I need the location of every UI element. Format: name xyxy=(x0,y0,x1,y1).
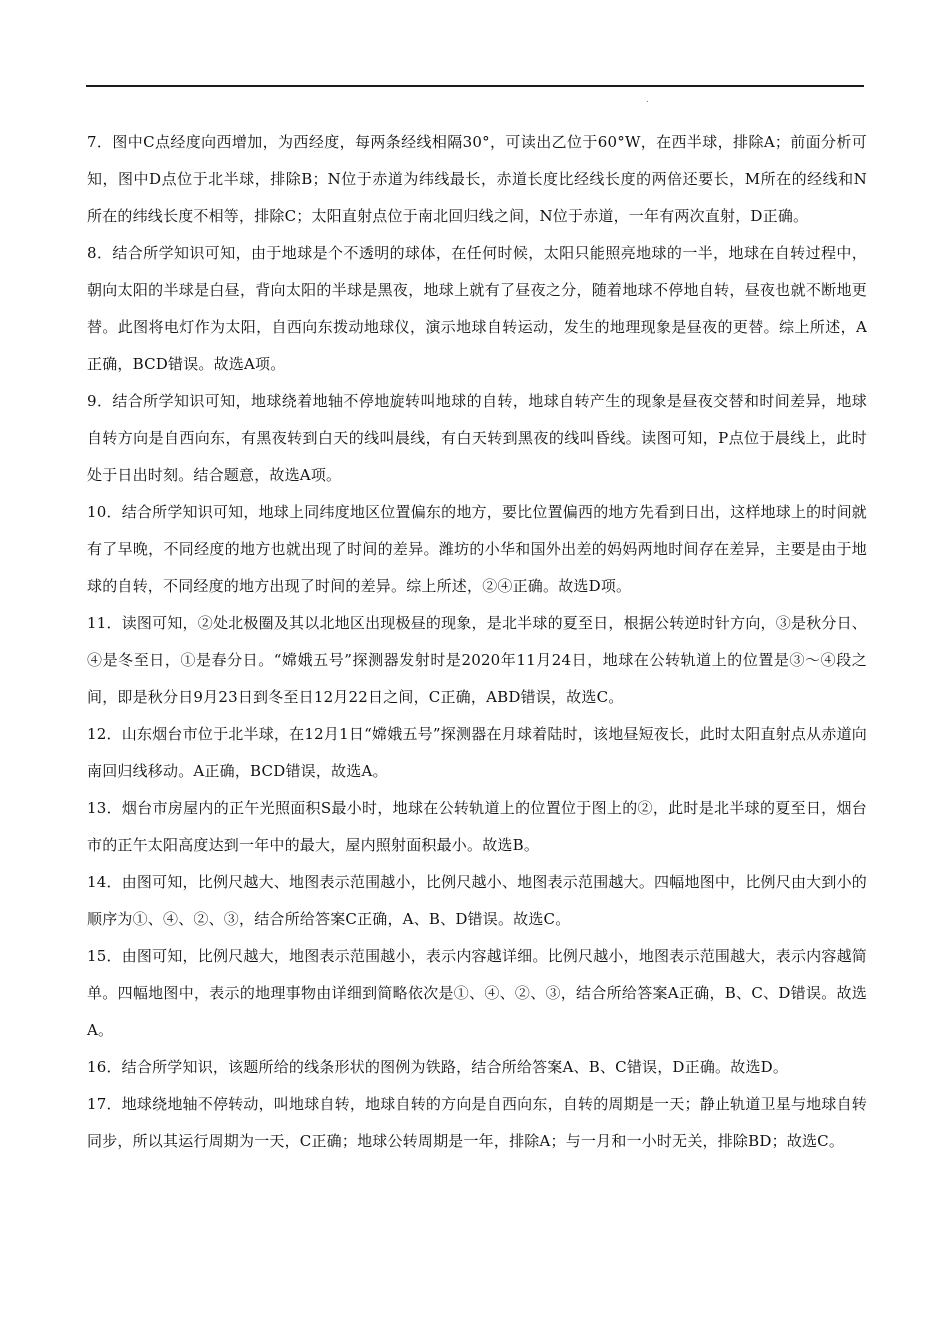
explanation-7: 7．图中C点经度向西增加，为西经度，每两条经线相隔30°，可读出乙位于60°W，在西半球，排除A；前面分析可知，图中D点位于北半球，排除B；N位于赤道为纬线最长，赤道长度比经线长度的两倍还要长，M所在的经线和N所在的纬线长度不相等，排除C；太阳直射点位于南北回归线之间，N位于赤道，一年有两次直射，D正确。 xyxy=(87,133,867,225)
explanation-15: 15．由图可知，比例尺越大，地图表示范围越小，表示内容越详细。比例尺越小，地图表示范围越大，表示内容越简单。四幅地图中，表示的地理事物由详细到简略依次是①、④、②、③，结合所给答案A正确，B、C、D错误。故选A。 xyxy=(87,947,867,1039)
answer-explanations xyxy=(87,124,867,1160)
explanation-12: 12．山东烟台市位于北半球，在12月1日“嫦娥五号”探测器在月球着陆时，该地昼短夜长，此时太阳直射点从赤道向南回归线移动。A正确，BCD错误，故选A。 xyxy=(87,725,867,780)
explanation-16: 16．结合所学知识，该题所给的线条形状的图例为铁路，结合所给答案A、B、C错误，D正确。故选D。 xyxy=(87,1058,789,1076)
explanation-9: 9．结合所学知识可知，地球绕着地轴不停地旋转叫地球的自转，地球自转产生的现象是昼夜交替和时间差异，地球自转方向是自西向东，有黑夜转到白天的线叫晨线，有白天转到黑夜的线叫昏线。读图可知，P点位于晨线上，此时处于日出时刻。结合题意，故选A项。 xyxy=(87,392,867,484)
explanation-11: 11．读图可知，②处北极圈及其以北地区出现极昼的现象，是北半球的夏至日，根据公转逆时针方向，③是秋分日、④是冬至日，①是春分日。“嫦娥五号”探测器发射时是2020年11月24日，地球在公转轨道上的位置是③～④段之间，即是秋分日9月23日到冬至日12月22日之间，C正确，ABD错误，故选C。 xyxy=(87,614,867,706)
explanation-8: 8．结合所学知识可知，由于地球是个不透明的球体，在任何时候，太阳只能照亮地球的一半，地球在自转过程中，朝向太阳的半球是白昼，背向太阳的半球是黑夜，地球上就有了昼夜之分，随着地球不停地自转，昼夜也就不断地更替。此图将电灯作为太阳，自西向东拨动地球仪，演示地球自转运动，发生的地理现象是昼夜的更替。综上所述，A正确，BCD错误。故选A项。 xyxy=(87,244,867,373)
explanation-13: 13．烟台市房屋内的正午光照面积S最小时，地球在公转轨道上的位置位于图上的②，此时是北半球的夏至日，烟台市的正午太阳高度达到一年中的最大，屋内照射面积最小。故选B。 xyxy=(87,799,867,854)
header-rule xyxy=(86,85,864,87)
explanation-14: 14．由图可知，比例尺越大、地图表示范围越小，比例尺越小、地图表示范围越大。四幅地图中，比例尺由大到小的顺序为①、④、②、③，结合所给答案C正确，A、B、D错误。故选C。 xyxy=(87,873,867,928)
header-mark: . xyxy=(646,95,649,105)
explanation-10: 10．结合所学知识可知，地球上同纬度地区位置偏东的地方，要比位置偏西的地方先看到日出，这样地球上的时间就有了早晚，不同经度的地方也就出现了时间的差异。潍坊的小华和国外出差的妈妈两地时间存在差异，主要是由于地球的自转，不同经度的地方出现了时间的差异。综上所述，②④正确。故选D项。 xyxy=(87,503,867,595)
explanation-17: 17．地球绕地轴不停转动，叫地球自转，地球自转的方向是自西向东，自转的周期是一天；静止轨道卫星与地球自转同步，所以其运行周期为一天，C正确；地球公转周期是一年，排除A；与一月和一小时无关，排除BD；故选C。 xyxy=(87,1095,867,1150)
